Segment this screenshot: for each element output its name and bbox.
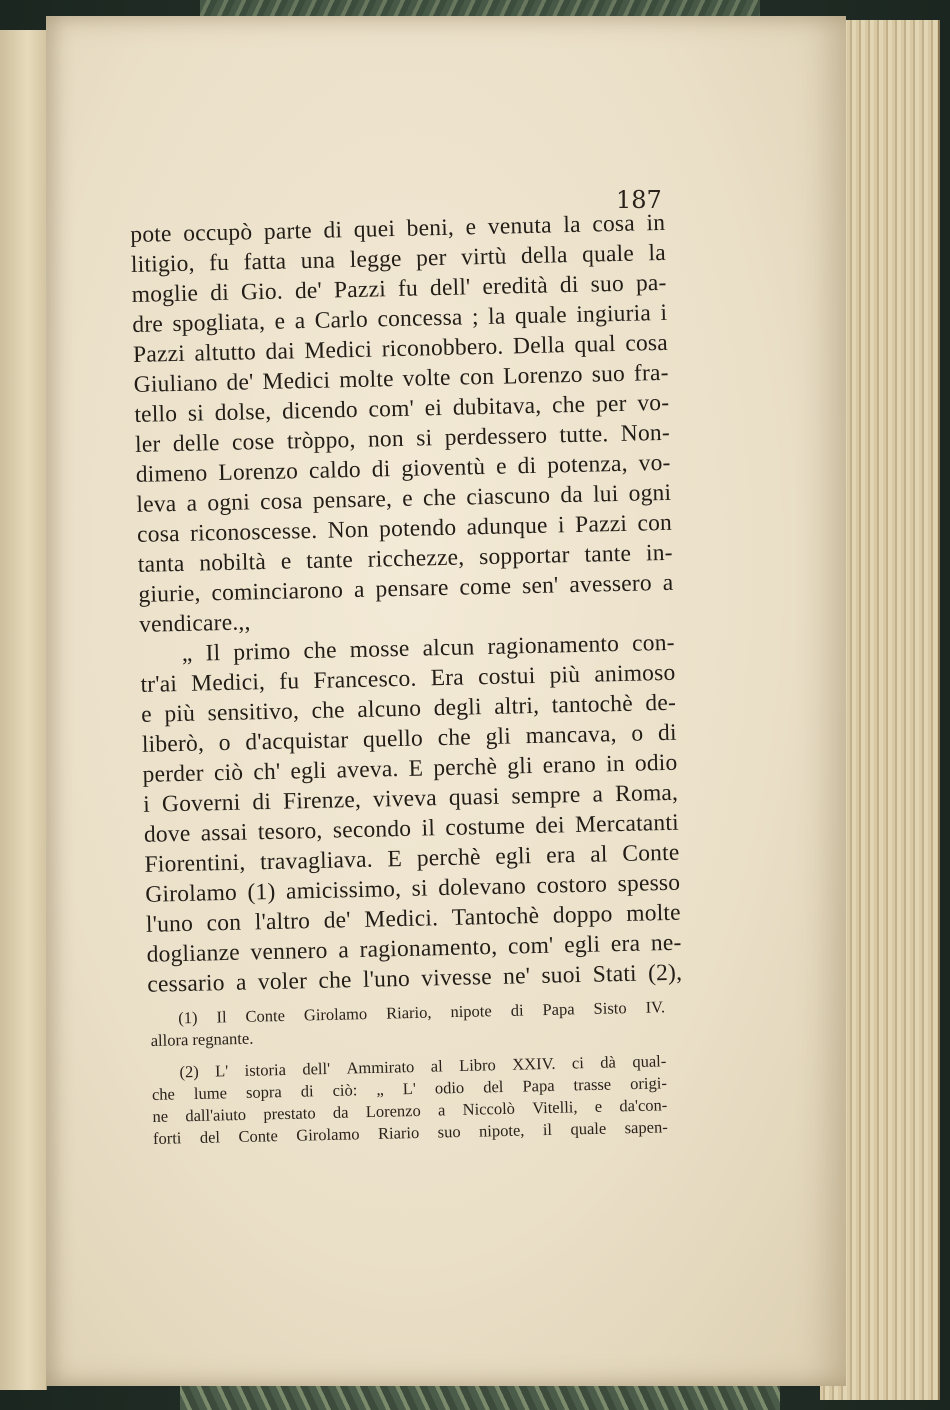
text-line: „ Il primo che mosse alcun ragionamento con- [181, 629, 675, 667]
text-line: tanta nobiltà e tante ricchezze, sopportar tante in- [137, 539, 673, 578]
page-number: 187 [616, 186, 662, 214]
text-line: Girolamo (1) amicissimo, si dolevano costoro spesso [145, 869, 681, 908]
text-line: cosa riconoscesse. Non potendo adunque i Pazzi con [136, 509, 673, 548]
body-text [130, 208, 683, 1000]
footnotes [150, 996, 668, 1150]
text-line: cessario a voler che l'uno vivesse ne' suoi Stati (2), [147, 959, 683, 998]
footnote-line: (1) Il Conte Girolamo Riario, nipote di Papa Sisto IV. [178, 997, 666, 1028]
text-line: dimeno Lorenzo caldo di gioventù e di potenza, vo- [135, 449, 671, 488]
text-line: perder ciò ch' egli aveva. E perchè gli erano in odio [142, 749, 678, 788]
text-line: Fiorentini, travagliava. E perchè egli era al Conte [144, 839, 680, 878]
footnote-line: che lume sopra di ciò: „ L' odio del Papa trasse origi- [151, 1073, 668, 1104]
text-line: dove assai tesoro, secondo il costume dei Mercatanti [143, 809, 680, 848]
text-line: moglie di Gio. de' Pazzi fu dell' eredità di suo pa- [131, 269, 667, 308]
footnote-line: allora regnante. [150, 1028, 254, 1050]
facing-page-edge [0, 30, 47, 1390]
text-line: l'uno con l'altro de' Medici. Tantochè doppo molte [145, 899, 682, 938]
text-line: dre spogliata, e a Carlo concessa ; la quale ingiuria i [132, 299, 668, 338]
text-line: litigio, fu fatta una legge per virtù della quale la [130, 239, 667, 278]
book-page [46, 16, 846, 1386]
text-line: doglianze vennero a ragionamento, com' egli era ne- [146, 929, 682, 968]
text-line: Giuliano de' Medici molte volte con Lorenzo suo fra- [133, 359, 669, 398]
text-line: tello si dolse, dicendo com' ei dubitava, che per vo- [134, 389, 670, 428]
text-line: tr'ai Medici, fu Francesco. Era costui più animoso [140, 659, 676, 698]
footnote-line: (2) L' istoria dell' Ammirato al Libro XXIV. ci dà qual- [179, 1051, 667, 1082]
text-line: i Governi di Firenze, viveva quasi sempre a Roma, [142, 779, 679, 818]
footnote-line: ne dall'aiuto prestato da Lorenzo a Niccolò Vitelli, e da'con- [152, 1095, 668, 1126]
text-line: liberò, o d'acquistar quello che gli mancava, o di [141, 719, 677, 758]
text-line: e più sensitivo, che alcuno degli altri, tantochè de- [140, 689, 677, 728]
text-line: vendicare.,, [138, 609, 251, 638]
text-line: Pazzi altutto dai Medici riconobbero. Della qual cosa [132, 329, 669, 368]
text-line: giurie, cominciarono a pensare come sen' avessero a [138, 569, 674, 608]
text-line: pote occupò parte di quei beni, e venuta la cosa in [130, 209, 666, 248]
text-line: leva a ogni cosa pensare, e che ciascuno da lui ogni [136, 479, 672, 518]
footnote-line: forti del Conte Girolamo Riario suo nipote, il quale sapen- [152, 1117, 668, 1148]
text-line: ler delle cose tròppo, non si perdessero tutte. Non- [134, 419, 671, 458]
